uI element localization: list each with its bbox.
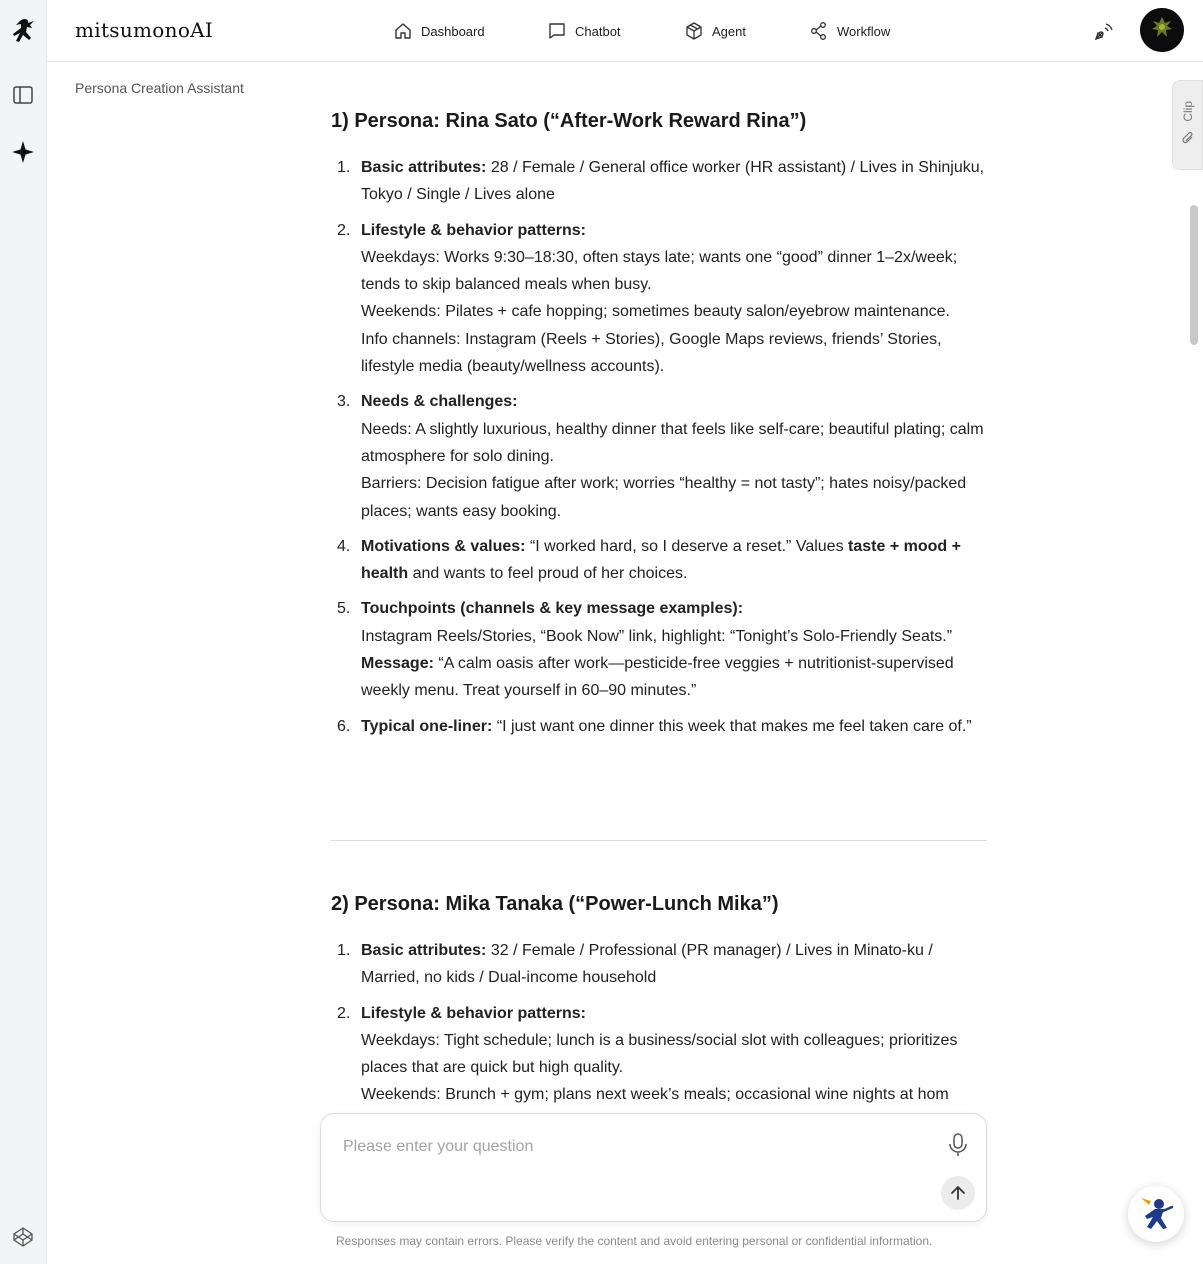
clip-tab[interactable]: [1172, 80, 1203, 170]
sparkle-icon[interactable]: [8, 137, 38, 167]
codepen-icon[interactable]: [8, 1222, 38, 1252]
top-bar: [47, 0, 1203, 62]
clip-label: Clip: [1181, 101, 1195, 122]
send-button[interactable]: [941, 1176, 975, 1210]
left-rail: [0, 0, 47, 1264]
question-input[interactable]: [343, 1134, 903, 1160]
list-item: 5. Touchpoints (channels & key message examples): Instagram Reels/Stories, “Book Now” link, highlight: “Tonight’s Solo-Friendly Seats.” Message: “A calm oasis after work—pesticide-free veggies + nutritionist-supervised weekly menu. Treat yourself in 60–90 minutes.”: [337, 600, 954, 700]
user-avatar[interactable]: [1140, 8, 1184, 52]
brand-name: mitsumonoAI: [75, 18, 214, 42]
disclaimer-text: Responses may contain errors. Please verify the content and avoid entering personal or confidential information.: [336, 1234, 933, 1248]
nav-chatbot-label: Chatbot: [575, 23, 621, 39]
scrollbar-thumb[interactable]: [1190, 205, 1198, 345]
home-icon: [393, 21, 413, 41]
chat-icon: [547, 21, 567, 41]
chat-content: [331, 62, 989, 1112]
nav-agent[interactable]: [684, 0, 746, 62]
persona-2-list: [331, 937, 989, 1112]
list-item: 3. Needs & challenges: Needs: A slightly luxurious, healthy dinner that feels like self-care; beautiful plating; calm atmosphere for solo dining. Barriers: Decision fatigue after work; worries “healthy = not tasty”; hates noisy/packed places; wants easy booking.: [337, 393, 984, 520]
list-item: 1. Basic attributes: 28 / Female / General office worker (HR assistant) / Lives in Shinjuku, Tokyo / Single / Lives alone: [337, 159, 985, 204]
ninja-logo-icon[interactable]: [8, 18, 38, 48]
nav-agent-label: Agent: [712, 23, 746, 39]
share-icon: [809, 21, 829, 41]
persona-2-title: 2) Persona: Mika Tanaka (“Power-Lunch Mika”): [331, 893, 779, 915]
nav-chatbot[interactable]: [547, 0, 621, 62]
list-item: 1. Basic attributes: 32 / Female / Professional (PR manager) / Lives in Minato-ku / Married, no kids / Dual-income household: [337, 942, 933, 987]
nav-dashboard-label: Dashboard: [421, 23, 485, 39]
divider: [331, 840, 987, 841]
broadcast-icon[interactable]: [1092, 19, 1116, 43]
persona-1-list: [331, 154, 989, 748]
chat-composer: [320, 1113, 987, 1222]
list-item: 6. Typical one-liner: “I just want one dinner this week that makes me feel taken care of.”: [337, 717, 972, 735]
nav-workflow[interactable]: [809, 0, 890, 62]
paperclip-icon: [1181, 131, 1195, 145]
nav-workflow-label: Workflow: [837, 23, 891, 39]
assistant-fab[interactable]: [1128, 1186, 1184, 1242]
cube-icon: [684, 21, 704, 41]
sidebar-toggle-icon[interactable]: [8, 80, 38, 110]
ninja-mascot-icon: [1137, 1195, 1175, 1233]
nav-dashboard[interactable]: [393, 0, 485, 62]
list-item: 2. Lifestyle & behavior patterns: Weekdays: Tight schedule; lunch is a business/social slot with colleagues; prioritizes places that are quick but high quality. Weekends: Brunch + gym; plans next week’s meals; occasional wine nights at hom: [337, 1004, 958, 1104]
list-item: 4. Motivations & values: “I worked hard, so I deserve a reset.” Values taste + mood + health and wants to feel proud of her choices.: [337, 537, 961, 583]
arrow-up-icon: [949, 1184, 967, 1202]
persona-1-title: 1) Persona: Rina Sato (“After-Work Reward Rina”): [331, 110, 807, 132]
microphone-icon[interactable]: [946, 1132, 970, 1158]
breadcrumb: Persona Creation Assistant: [75, 80, 244, 96]
list-item: 2. Lifestyle & behavior patterns: Weekdays: Works 9:30–18:30, often stays late; wants one “good” dinner 1–2x/week; tends to skip balanced meals when busy. Weekends: Pilates + cafe hopping; sometimes beauty salon/eyebrow maintenance. Info channels: Instagram (Reels + Stories), Google Maps reviews, friends’ Stories, lifestyle media (beauty/wellness accounts).: [337, 221, 958, 376]
